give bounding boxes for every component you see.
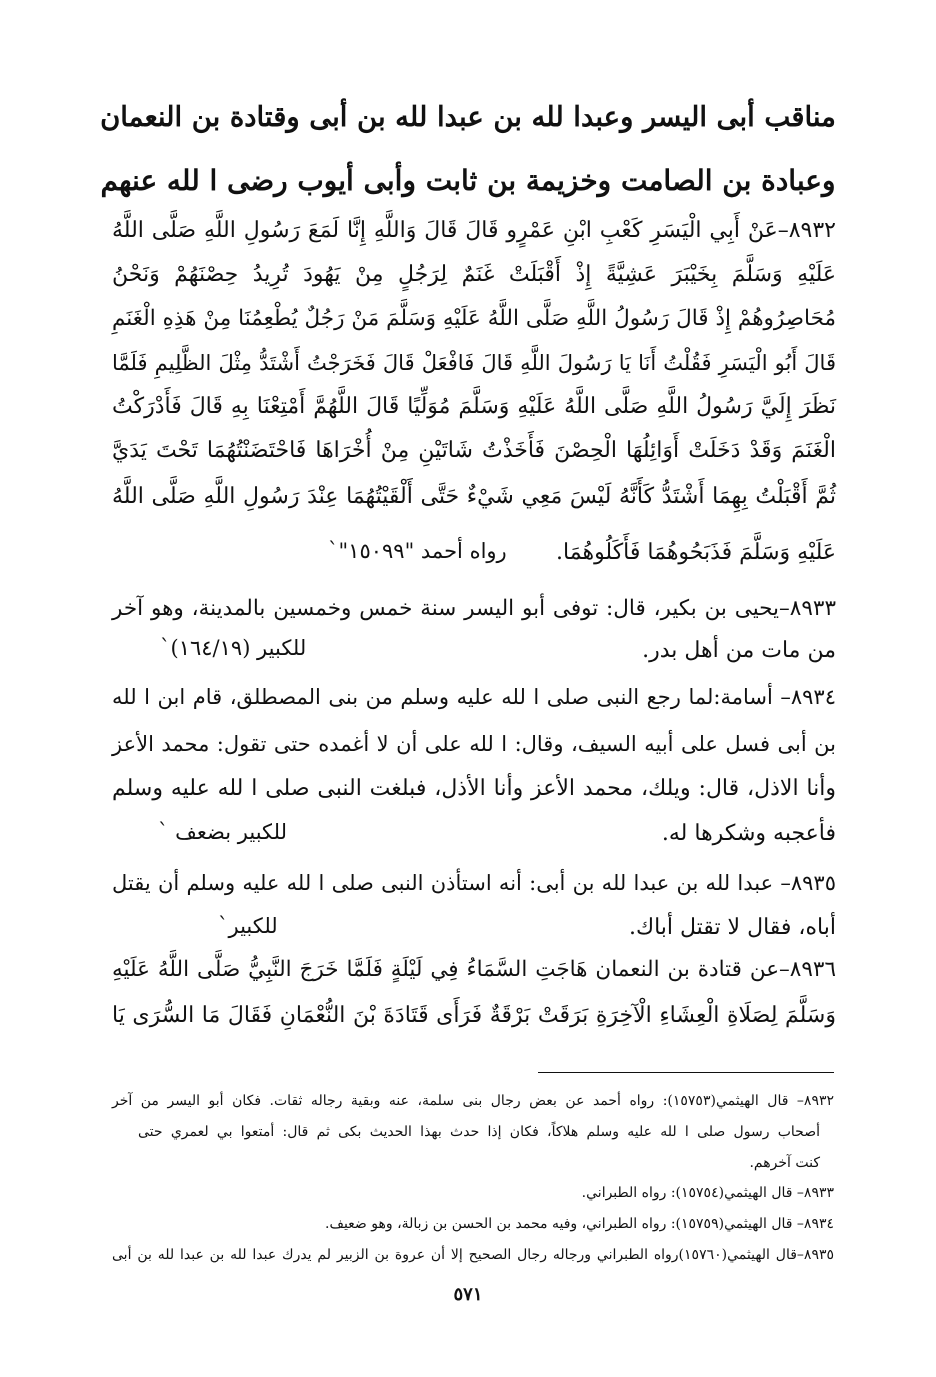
hadith-8934-line: وأنا الاذل، قال: ويلك، محمد الأعز وأنا الأذل، فبلغت النبى صلى ا لله عليه وسلم	[112, 776, 836, 801]
hadith-8932-line: ثُمَّ أَقْبَلْتُ بِهِمَا أَشْتَدُّ كَأَنَّهُ لَيْسَ مَعِي شَيْءٌ حَتَّى أَلْقَيْتُهُمَا عِنْدَ رَسُولِ اللَّهِ صَلَّى اللَّهُ	[112, 484, 836, 509]
hadith-8935-source: للكبير`	[218, 914, 278, 938]
hadith-8932-line: قَالَ أَبُو الْيَسَرِ فَقُلْتُ أَنَا يَا رَسُولَ اللَّهِ قَالَ فَافْعَلْ قَالَ فَخَرَجْتُ أَشْتَدُّ مِثْلَ الظَّلِيمِ فَلَمَّا	[112, 351, 836, 375]
hadith-8936-line: وَسَلَّمَ لِصَلَاةِ الْعِشَاءِ الْآخِرَةِ بَرَقَتْ بَرْقَةٌ فَرَأَى قَتَادَةَ بْنَ النُّعْمَانِ فَقَالَ مَا السُّرَى يَا	[112, 1003, 836, 1028]
hadith-8932-line: نَظَرَ إِلَيَّ رَسُولُ اللَّهِ صَلَّى اللَّهُ عَلَيْهِ وَسَلَّمَ مُوَلِّيًا قَالَ اللَّهُمَّ أَمْتِعْنَا بِهِ قَالَ فَأَدْرَكْتُ	[112, 394, 836, 419]
hadith-8934-line: فأعجبه وشكرها له.	[661, 821, 836, 846]
chapter-title-line-1: مناقب أبى اليسر وعبدا لله بن عبدا لله بن أبى وقتادة بن النعمان	[100, 101, 836, 133]
footnote-8934: ٨٩٣٤– قال الهيثمي(١٥٧٥٩): رواه الطبراني، وفيه محمد بن الحسن بن زبالة، وهو ضعيف.	[325, 1216, 834, 1232]
hadith-8932-source: رواه أحمد "١٥٠٩٩"`	[328, 539, 507, 563]
hadith-8934-line: بن أبى فسل على أبيه السيف، وقال: ا لله على أن لا أغمده حتى تقول: محمد الأعز	[112, 732, 836, 756]
hadith-8932-line: عَلَيْهِ وَسَلَّمَ فَذَبَحُوهُمَا فَأَكَلُوهُمَا.	[556, 540, 836, 565]
page-number: ٥٧١	[453, 1284, 483, 1305]
hadith-8934-source: للكبير بضعف `	[158, 820, 287, 844]
hadith-8935-line: أباه، فقال لا تقتل أباك.	[628, 915, 836, 940]
hadith-8932-line: عَلَيْهِ وَسَلَّمَ بِخَيْبَرَ عَشِيَّةً إِذْ أَقْبَلَتْ غَنَمٌ لِرَجُلٍ مِنْ يَهُودَ تُرِيدُ حِصْنَهُمْ وَنَحْنُ	[112, 262, 836, 287]
hadith-8932-line: ٨٩٣٢–عَنْ أَبِي الْيَسَرِ كَعْبِ ابْنِ عَمْرٍو قَالَ قَالَ وَاللَّهِ إِنَّا لَمَعَ رَسُولِ اللَّهِ صَلَّى اللَّهُ	[112, 218, 836, 243]
footnote-8933: ٨٩٣٣– قال الهيثمي(١٥٧٥٤): رواه الطبراني.	[581, 1185, 834, 1201]
hadith-8932-line: مُحَاصِرُوهُمْ إِذْ قَالَ رَسُولُ اللَّهِ صَلَّى اللَّهُ عَلَيْهِ وَسَلَّمَ مَنْ رَجُلٌ يُطْعِمُنَا مِنْ هَذِهِ الْغَنَمِ	[112, 306, 836, 331]
hadith-8932-line: الْغَنَمَ وَقَدْ دَخَلَتْ أَوَائِلُهَا الْحِصْنَ فَأَخَذْتُ شَاتَيْنِ مِنْ أُخْرَاهَا فَاحْتَضَنْتُهُمَا تَحْتَ يَدَيَّ	[112, 438, 836, 463]
footnote-8932-line: ٨٩٣٢– قال الهيثمي(١٥٧٥٣): رواه أحمد عن بعض رجال بنى سلمة، عنه وبقية رجاله ثقات. فكان أبو اليسر من آخر	[112, 1093, 834, 1109]
footnote-separator	[538, 1072, 834, 1073]
hadith-8935-line: ٨٩٣٥– عبدا لله بن عبدا لله بن أبى: أنه استأذن النبى صلى ا لله عليه وسلم أن يقتل	[112, 871, 836, 895]
chapter-title-line-2: وعبادة بن الصامت وخزيمة بن ثابت وأبى أيوب رضى ا لله عنهم	[100, 164, 836, 197]
hadith-8933-line: ٨٩٣٣–يحيى بن بكير، قال: توفى أبو اليسر سنة خمس وخمسين بالمدينة، وهو آخر	[112, 596, 836, 621]
hadith-8934-line: ٨٩٣٤– أسامة:لما رجع النبى صلى ا لله عليه وسلم من بنى المصطلق، قام ابن ا لله	[112, 685, 836, 709]
footnote-8935: ٨٩٣٥–قال الهيثمي(١٥٧٦٠)رواه الطبراني ورجاله رجال الصحيح إلا أن عروة بن الزبير لم يدرك عبدا لله بن عبدا لله بن أبى	[112, 1247, 834, 1263]
hadith-8936-line: ٨٩٣٦–عن قتادة بن النعمان هَاجَتِ السَّمَاءُ فِي لَيْلَةٍ فَلَمَّا خَرَجَ النَّبِيُّ صَلَّى اللَّهُ عَلَيْهِ	[112, 957, 836, 982]
hadith-8933-line: من مات من أهل بدر.	[642, 638, 836, 663]
hadith-8933-source: للكبير (١٦٤/١٩)`	[160, 636, 307, 660]
footnote-8932-line: أصحاب رسول صلى ا لله عليه وسلم هلاكاً، فكان إذا حدث بهذا الحديث بكى ثم قال: أمتعوا بي لعمري حتى	[138, 1124, 820, 1140]
footnote-8932-line: كنت آخرهم.	[749, 1155, 820, 1171]
